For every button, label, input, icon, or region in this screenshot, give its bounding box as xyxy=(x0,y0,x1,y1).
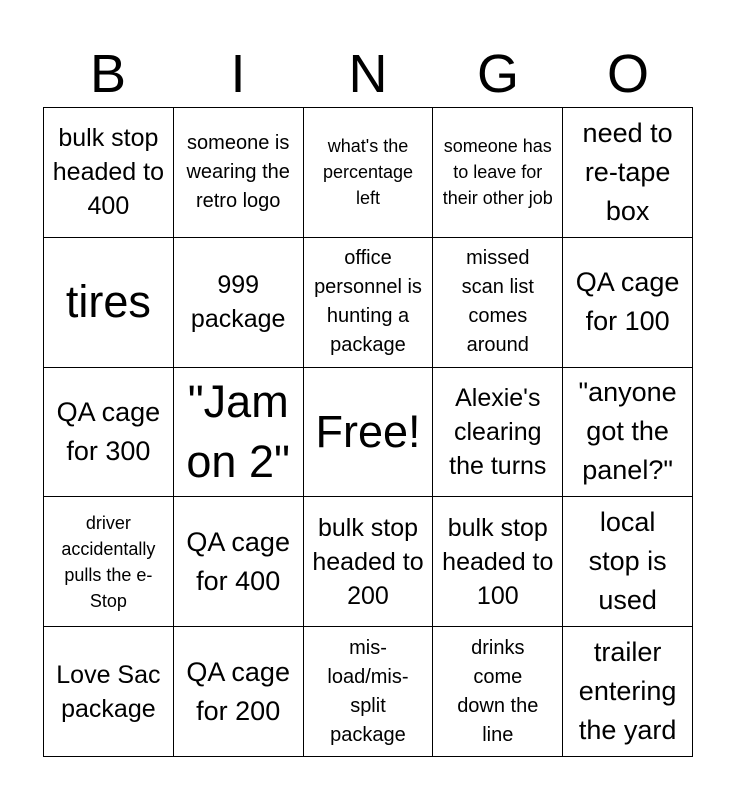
bingo-cell[interactable] xyxy=(433,368,563,498)
bingo-cell[interactable] xyxy=(433,108,563,238)
cell-text: bulk stop headed to 100 xyxy=(442,513,554,610)
cell-text: Alexie's clearing the turns xyxy=(449,383,547,480)
bingo-cell[interactable] xyxy=(563,108,693,238)
bingo-cell[interactable] xyxy=(174,497,304,627)
bingo-cell[interactable] xyxy=(304,627,434,757)
cell-text: QA cage for 400 xyxy=(186,526,290,596)
bingo-cell[interactable] xyxy=(563,368,693,498)
bingo-cell[interactable] xyxy=(304,108,434,238)
bingo-cell[interactable] xyxy=(44,108,174,238)
cell-text: Free! xyxy=(315,405,421,457)
cell-text: someone is wearing the retro logo xyxy=(186,131,290,212)
cell-text: mis-load/mis-split package xyxy=(327,636,409,746)
cell-text: what's the percentage left xyxy=(322,136,414,209)
header-letter-g: G xyxy=(476,44,519,104)
bingo-cell[interactable] xyxy=(563,627,693,757)
bingo-cell[interactable] xyxy=(174,627,304,757)
cell-text: driver accidentally pulls the e-Stop xyxy=(61,512,156,611)
cell-text: bulk stop headed to 400 xyxy=(52,124,164,221)
cell-text: trailer entering the yard xyxy=(578,637,677,746)
bingo-cell[interactable] xyxy=(44,238,174,368)
bingo-cell[interactable] xyxy=(563,497,693,627)
bingo-cell[interactable] xyxy=(174,108,304,238)
bingo-board xyxy=(43,107,693,757)
free-space[interactable] xyxy=(304,368,434,498)
cell-text: tires xyxy=(65,276,151,328)
cell-text: missed scan list comes around xyxy=(461,247,534,357)
cell-text: 999 package xyxy=(190,271,286,334)
bingo-header xyxy=(43,40,693,108)
cell-text: QA cage for 100 xyxy=(575,267,680,337)
header-letter-b: B xyxy=(89,44,127,104)
bingo-cell[interactable] xyxy=(174,368,304,498)
cell-text: need to re-tape box xyxy=(582,117,673,226)
cell-text: QA cage for 300 xyxy=(56,396,161,466)
bingo-cell[interactable] xyxy=(44,497,174,627)
bingo-cell[interactable] xyxy=(44,368,174,498)
bingo-cell[interactable] xyxy=(433,497,563,627)
cell-text: bulk stop headed to 200 xyxy=(312,513,424,610)
cell-text: drinks come down the line xyxy=(457,636,539,746)
cell-text: someone has to leave for their other job xyxy=(442,136,553,209)
bingo-cell[interactable] xyxy=(433,627,563,757)
cell-text: Love Sac package xyxy=(56,660,161,723)
cell-text: "anyone got the panel?" xyxy=(578,377,677,486)
bingo-cell[interactable] xyxy=(44,627,174,757)
cell-text: "Jam on 2" xyxy=(186,375,290,487)
bingo-cell[interactable] xyxy=(304,497,434,627)
cell-text: office personnel is hunting a package xyxy=(314,247,422,357)
bingo-cell[interactable] xyxy=(433,238,563,368)
cell-text: local stop is used xyxy=(588,507,667,616)
bingo-cell[interactable] xyxy=(174,238,304,368)
bingo-cell[interactable] xyxy=(563,238,693,368)
bingo-cell[interactable] xyxy=(304,238,434,368)
header-letter-i: I xyxy=(230,44,246,104)
header-letter-n: N xyxy=(348,44,388,104)
header-letter-o: O xyxy=(606,44,649,104)
cell-text: QA cage for 200 xyxy=(186,656,290,726)
